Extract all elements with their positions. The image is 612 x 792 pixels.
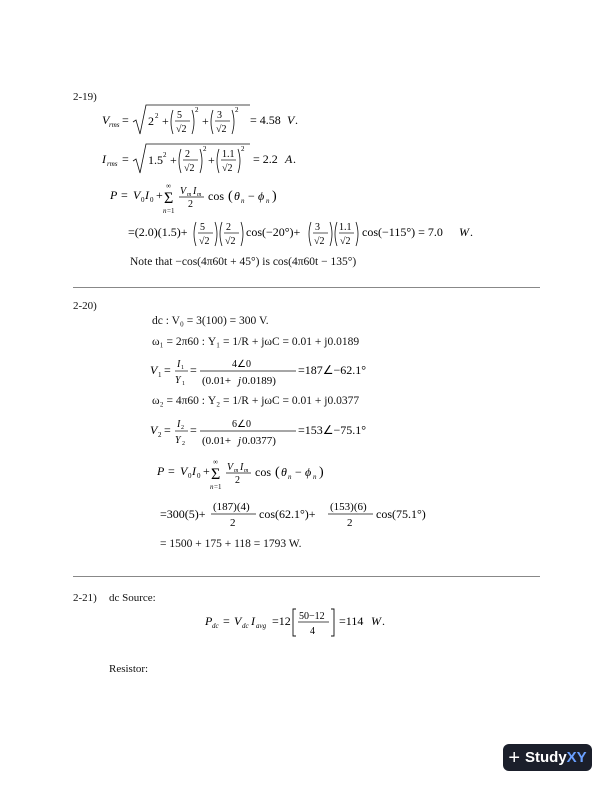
- svg-text:= 4.58: = 4.58: [250, 113, 281, 127]
- svg-text:=(2.0)(1.5)+: =(2.0)(1.5)+: [128, 225, 188, 239]
- svg-text:+: +: [170, 153, 177, 167]
- svg-text:=: =: [190, 363, 197, 377]
- svg-text:rms: rms: [109, 121, 120, 129]
- svg-text:√2: √2: [216, 124, 227, 135]
- power-formula-2-20: [155, 458, 345, 495]
- svg-text:=: =: [168, 464, 175, 478]
- section-divider: [73, 287, 540, 288]
- svg-text:P: P: [157, 464, 165, 478]
- svg-text:3: 3: [217, 110, 222, 121]
- svg-text:I: I: [177, 359, 181, 370]
- problem-2-20-label: 2-20): [73, 300, 97, 312]
- svg-text:(: (: [275, 465, 280, 480]
- svg-text:m: m: [234, 468, 239, 474]
- svg-text:θ: θ: [234, 189, 240, 203]
- svg-text:+: +: [202, 114, 209, 128]
- svg-text:2: 2: [163, 151, 167, 159]
- dc-line: dc : V₀ = 3(100) = 300 V.: [152, 315, 269, 327]
- pdc-equation: [203, 605, 393, 644]
- svg-text:√2: √2: [176, 124, 187, 135]
- vrms-formula: [100, 104, 300, 140]
- svg-text:0: 0: [188, 472, 192, 480]
- brand-prefix: Study: [525, 749, 567, 766]
- svg-text:cos: cos: [255, 465, 271, 479]
- svg-text:4: 4: [310, 626, 315, 637]
- svg-text:(: (: [228, 189, 233, 204]
- svg-text:dc: dc: [242, 622, 249, 630]
- svg-text:=: =: [223, 614, 230, 628]
- svg-text:V: V: [227, 462, 234, 473]
- power-value-2-19: [126, 216, 486, 255]
- svg-text:θ: θ: [281, 465, 287, 479]
- svg-text:I: I: [102, 152, 106, 166]
- svg-text:Σ: Σ: [211, 466, 221, 483]
- svg-text:m: m: [187, 192, 192, 198]
- irms-equation: [100, 143, 300, 182]
- svg-text:3: 3: [315, 222, 320, 233]
- svg-text:√2: √2: [222, 163, 233, 174]
- svg-text:1: 1: [181, 365, 184, 371]
- svg-text:=: =: [121, 188, 128, 202]
- power-formula-2-19: [108, 182, 298, 219]
- svg-text:Σ: Σ: [164, 190, 174, 207]
- svg-text:1.1: 1.1: [339, 222, 352, 233]
- svg-text:√2: √2: [340, 236, 351, 247]
- omega1-line: ω₁ = 2π60 : Y₁ = 1/R + jωC = 0.01 + j0.0189: [152, 336, 360, 348]
- resistor-heading: Resistor:: [109, 663, 149, 675]
- svg-text:2: 2: [155, 112, 159, 120]
- svg-text:.: .: [382, 614, 385, 628]
- svg-text:2: 2: [188, 199, 193, 210]
- svg-text:j: j: [238, 375, 242, 387]
- svg-text:=187∠−62.1°: =187∠−62.1°: [298, 363, 367, 377]
- svg-text:W: W: [459, 225, 469, 239]
- svg-text:=: =: [190, 423, 197, 437]
- power-total-2-20: = 1500 + 175 + 118 = 1793 W.: [160, 538, 302, 550]
- svg-text:2: 2: [148, 114, 154, 128]
- svg-text:Y: Y: [175, 375, 181, 386]
- vrms-equation: [100, 104, 300, 143]
- svg-text:V: V: [150, 363, 158, 377]
- svg-text:0: 0: [141, 196, 145, 204]
- svg-text:cos(−115°) = 7.0: cos(−115°) = 7.0: [362, 225, 443, 239]
- svg-text:=: =: [122, 113, 129, 127]
- svg-text:dc: dc: [212, 622, 219, 630]
- plus-icon: +: [508, 746, 520, 769]
- svg-text:V: V: [150, 423, 158, 437]
- svg-text:−: −: [295, 465, 302, 479]
- svg-text:0: 0: [150, 196, 154, 204]
- svg-text:cos(75.1°): cos(75.1°): [376, 507, 426, 521]
- svg-text:): ): [319, 465, 324, 480]
- svg-text:n: n: [313, 473, 317, 481]
- svg-text:(0.01+: (0.01+: [202, 375, 232, 387]
- svg-text:(153)(6): (153)(6): [330, 501, 367, 513]
- svg-text:n: n: [210, 483, 214, 491]
- svg-text:.: .: [470, 225, 473, 239]
- svg-text:P: P: [110, 188, 118, 202]
- dc-source-heading: dc Source:: [109, 592, 156, 604]
- svg-text:I: I: [251, 614, 255, 628]
- svg-text:0.0189): 0.0189): [242, 375, 276, 387]
- svg-text:=153∠−75.1°: =153∠−75.1°: [298, 423, 367, 437]
- svg-text:2: 2: [203, 145, 207, 153]
- svg-text:1: 1: [158, 371, 162, 379]
- svg-text:cos: cos: [208, 189, 224, 203]
- svg-text:4∠0: 4∠0: [232, 359, 251, 370]
- svg-text:+: +: [162, 114, 169, 128]
- svg-text:I: I: [192, 464, 196, 478]
- svg-text:avg: avg: [256, 622, 267, 630]
- svg-text:I: I: [177, 419, 181, 430]
- svg-text:∞: ∞: [213, 458, 218, 466]
- omega2-line: ω₂ = 4π60 : Y₂ = 1/R + jωC = 0.01 + j0.0377: [152, 395, 360, 407]
- svg-text:√2: √2: [314, 236, 325, 247]
- svg-text:=: =: [164, 363, 171, 377]
- svg-text:V: V: [133, 188, 141, 202]
- svg-text:V: V: [180, 464, 188, 478]
- svg-text:=: =: [164, 423, 171, 437]
- svg-text:0: 0: [197, 472, 201, 480]
- brand-suffix: XY: [566, 749, 587, 766]
- svg-text:Y: Y: [175, 435, 181, 446]
- svg-text:ϕ: ϕ: [305, 465, 312, 479]
- svg-text:V: V: [287, 113, 295, 127]
- power-substitution-2-20: [158, 498, 448, 535]
- svg-text:.: .: [295, 113, 298, 127]
- svg-text:(187)(4): (187)(4): [213, 501, 250, 513]
- problem-2-21-label: 2-21): [73, 592, 97, 604]
- svg-text:=1: =1: [167, 207, 175, 215]
- section-divider: [73, 576, 540, 577]
- svg-text:2: 2: [182, 441, 185, 447]
- svg-text:+: +: [156, 188, 163, 202]
- svg-text:(0.01+: (0.01+: [202, 435, 232, 447]
- svg-text:n: n: [266, 197, 270, 205]
- svg-text:5: 5: [177, 110, 182, 121]
- svg-text:A: A: [285, 152, 293, 166]
- svg-text:=300(5)+: =300(5)+: [160, 507, 206, 521]
- svg-text:n: n: [241, 197, 245, 205]
- svg-text:cos(62.1°)+: cos(62.1°)+: [259, 507, 316, 521]
- svg-text:√2: √2: [184, 163, 195, 174]
- svg-text:V: V: [180, 186, 187, 197]
- svg-text:2: 2: [235, 475, 240, 486]
- svg-text:n: n: [163, 207, 167, 215]
- svg-text:√2: √2: [225, 236, 236, 247]
- svg-text:∞: ∞: [166, 182, 171, 190]
- svg-text:2: 2: [181, 425, 184, 431]
- svg-text:50−12: 50−12: [299, 611, 325, 622]
- svg-text:1.1: 1.1: [222, 149, 235, 160]
- svg-text:I: I: [193, 186, 197, 197]
- v1-equation: [148, 354, 378, 393]
- irms-formula: [100, 143, 300, 179]
- svg-text:0.0377): 0.0377): [242, 435, 276, 447]
- svg-text:1: 1: [182, 381, 185, 387]
- svg-text:2: 2: [347, 517, 353, 529]
- svg-text:j: j: [238, 435, 242, 447]
- svg-text:m: m: [197, 192, 202, 198]
- svg-text:m: m: [244, 468, 249, 474]
- svg-text:2: 2: [241, 145, 245, 153]
- svg-text:√2: √2: [199, 236, 210, 247]
- v2-equation: [148, 414, 378, 453]
- svg-text:=114: =114: [339, 614, 364, 628]
- svg-text:V: V: [234, 614, 242, 628]
- svg-text:V: V: [102, 113, 110, 127]
- svg-text:I: I: [240, 462, 244, 473]
- svg-text:2: 2: [226, 222, 231, 233]
- svg-text:P: P: [205, 614, 213, 628]
- svg-text:): ): [272, 189, 277, 204]
- svg-text:2: 2: [158, 431, 162, 439]
- svg-text:=12: =12: [272, 614, 291, 628]
- svg-text:W: W: [371, 614, 381, 628]
- svg-text:I: I: [145, 188, 149, 202]
- svg-text:n: n: [288, 473, 292, 481]
- svg-text:ϕ: ϕ: [258, 189, 265, 203]
- svg-text:5: 5: [200, 222, 205, 233]
- svg-text:=: =: [122, 152, 129, 166]
- svg-text:2: 2: [185, 149, 190, 160]
- svg-text:+: +: [203, 464, 210, 478]
- svg-text:cos(−20°)+: cos(−20°)+: [246, 225, 301, 239]
- svg-text:=1: =1: [214, 483, 222, 491]
- svg-text:2: 2: [195, 106, 199, 114]
- svg-text:+: +: [208, 153, 215, 167]
- svg-text:2: 2: [235, 106, 239, 114]
- svg-text:6∠0: 6∠0: [232, 419, 251, 430]
- problem-2-19-label: 2-19): [73, 91, 97, 103]
- svg-text:= 2.2: = 2.2: [253, 152, 278, 166]
- svg-text:rms: rms: [107, 160, 118, 168]
- svg-text:.: .: [293, 152, 296, 166]
- studyxy-logo: [503, 744, 592, 771]
- svg-text:2: 2: [230, 517, 236, 529]
- svg-text:−: −: [248, 189, 255, 203]
- note-line: Note that −cos(4π60t + 45°) is cos(4π60t − 135°): [130, 256, 357, 268]
- svg-text:1.5: 1.5: [148, 153, 163, 167]
